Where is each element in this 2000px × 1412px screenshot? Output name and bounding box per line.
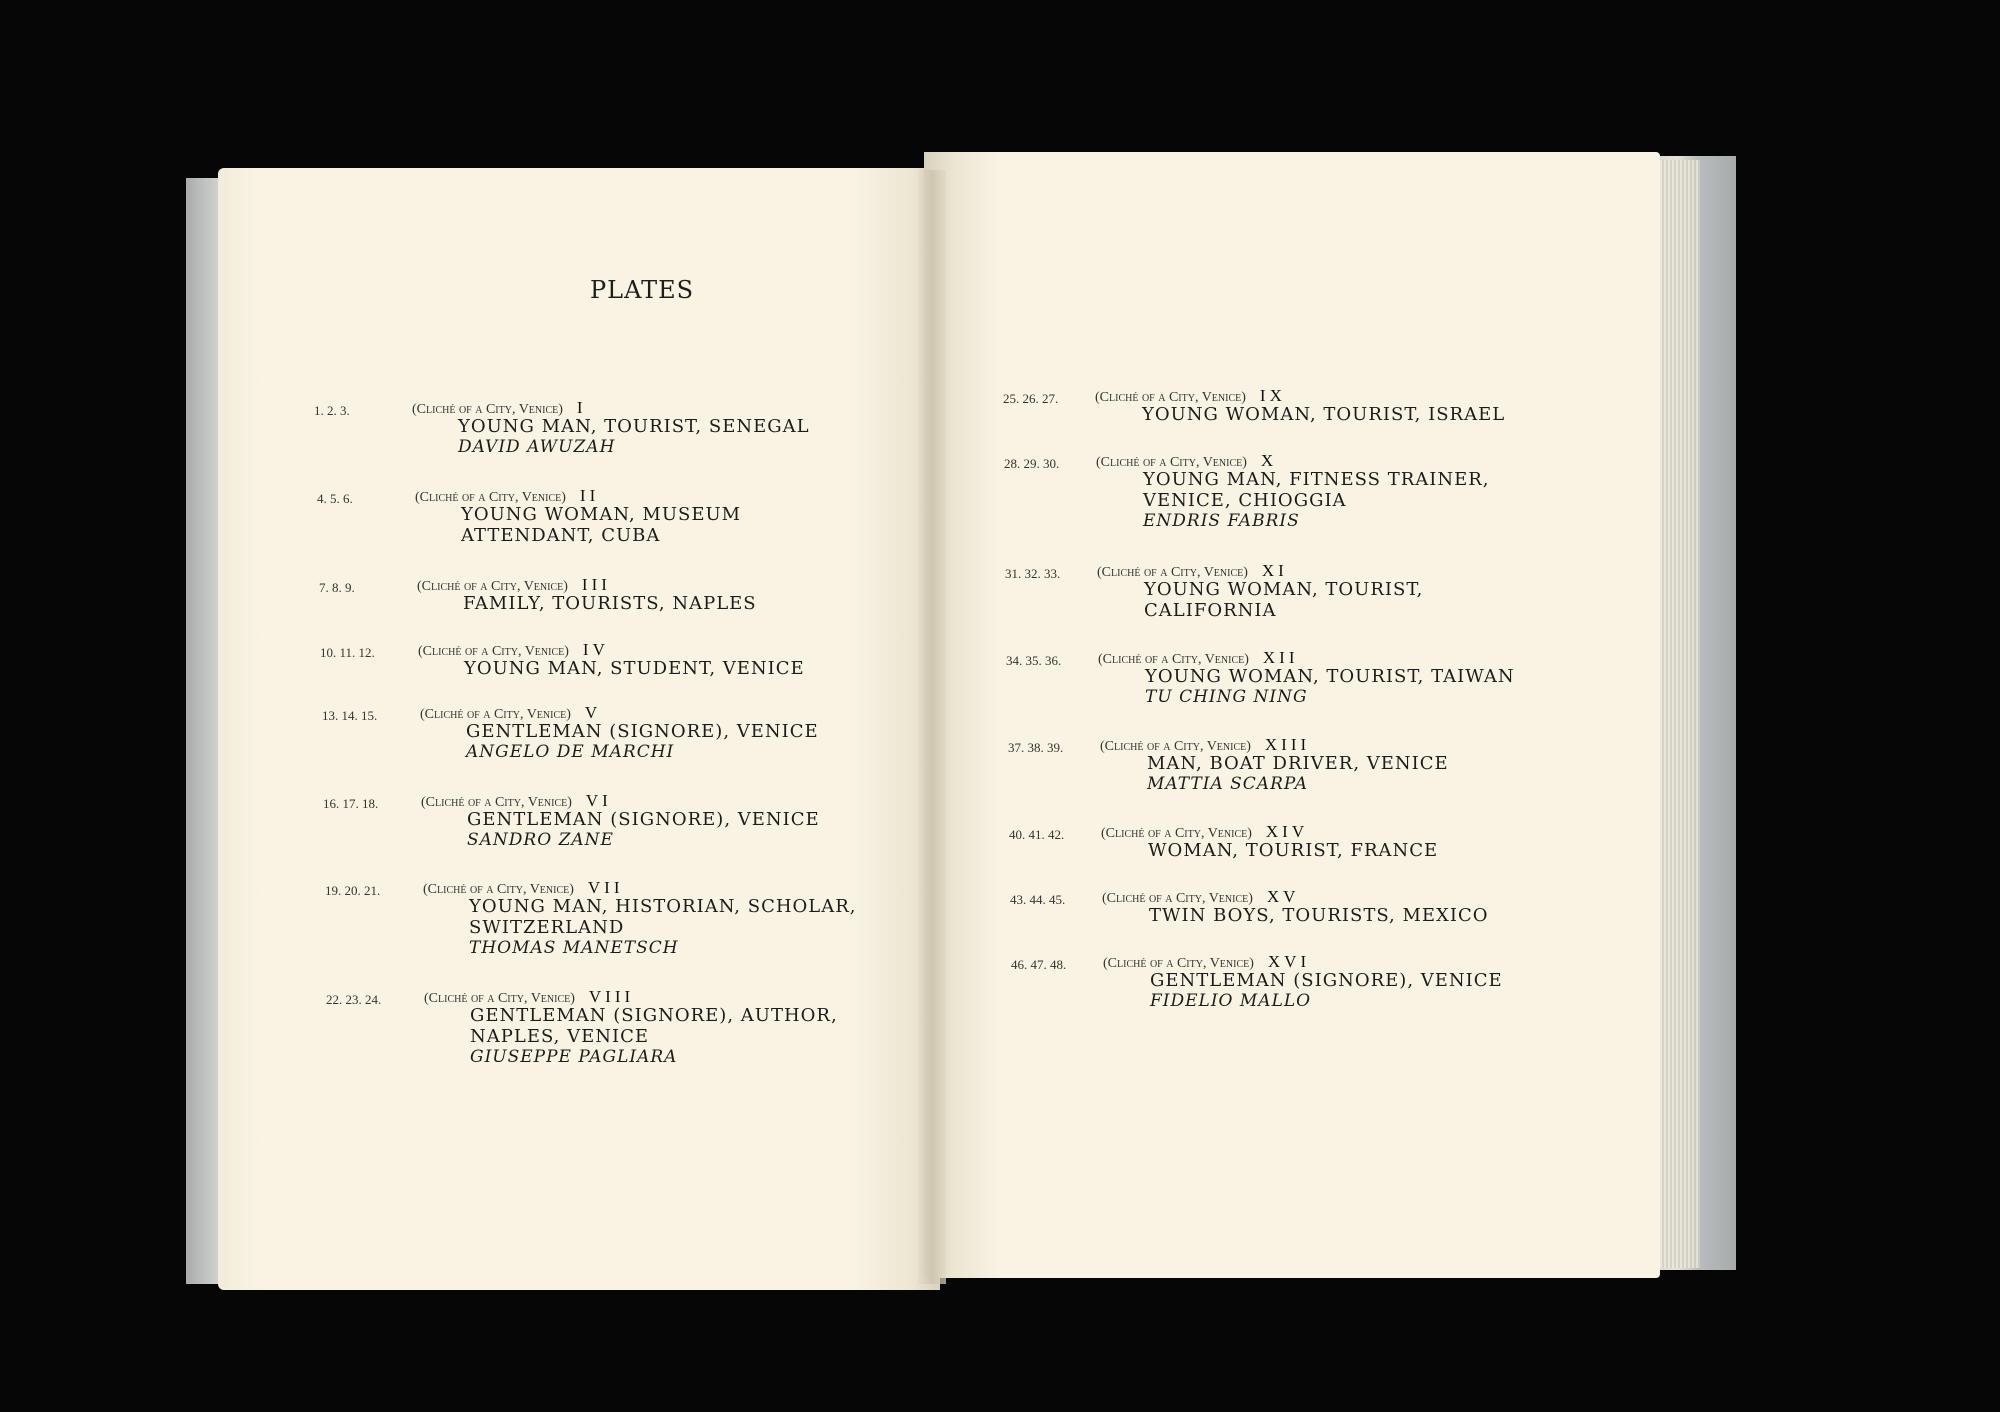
cliche-label: (Cliché of a City, Venice) bbox=[423, 882, 574, 897]
cliche-label: (Cliché of a City, Venice) bbox=[1095, 390, 1246, 405]
plate-numbers: 16. 17. 18. bbox=[323, 796, 379, 811]
roman-numeral: VII bbox=[587, 878, 624, 897]
plate-numbers: 37. 38. 39. bbox=[1008, 740, 1064, 755]
plate-person: ENDRIS FABRIS bbox=[1143, 511, 1300, 531]
plate-description: YOUNG WOMAN, TOURIST, ISRAEL bbox=[1142, 404, 1506, 425]
plate-person: MATTIA SCARPA bbox=[1147, 774, 1309, 794]
plate-description: YOUNG WOMAN, TOURIST, bbox=[1144, 579, 1424, 600]
cliche-label: (Cliché of a City, Venice) bbox=[420, 707, 571, 722]
plate-person: DAVID AWUZAH bbox=[458, 437, 616, 457]
cliche-label: (Cliché of a City, Venice) bbox=[412, 402, 563, 417]
plate-numbers: 1. 2. 3. bbox=[314, 403, 350, 418]
plate-numbers: 28. 29. 30. bbox=[1004, 456, 1060, 471]
roman-numeral: I bbox=[576, 398, 587, 417]
cliche-label: (Cliché of a City, Venice) bbox=[1100, 739, 1251, 754]
plate-description: YOUNG MAN, HISTORIAN, SCHOLAR, bbox=[469, 896, 857, 917]
right-page bbox=[924, 152, 1660, 1278]
plate-description: WOMAN, TOURIST, FRANCE bbox=[1148, 840, 1439, 861]
plate-description: YOUNG WOMAN, TOURIST, TAIWAN bbox=[1145, 666, 1515, 687]
roman-numeral: II bbox=[579, 486, 600, 505]
cliche-label: (Cliché of a City, Venice) bbox=[1097, 565, 1248, 580]
plate-description: VENICE, CHIOGGIA bbox=[1143, 490, 1347, 511]
plate-numbers: 46. 47. 48. bbox=[1011, 957, 1067, 972]
roman-numeral: XVI bbox=[1267, 952, 1311, 971]
roman-numeral: VIII bbox=[588, 987, 635, 1006]
plate-numbers: 31. 32. 33. bbox=[1005, 566, 1061, 581]
plate-description: GENTLEMAN (SIGNORE), VENICE bbox=[466, 721, 819, 742]
page-heading: PLATES bbox=[590, 276, 695, 304]
roman-numeral: IX bbox=[1259, 386, 1286, 405]
plate-numbers: 19. 20. 21. bbox=[325, 883, 381, 898]
cliche-label: (Cliché of a City, Venice) bbox=[1103, 956, 1254, 971]
cliche-label: (Cliché of a City, Venice) bbox=[418, 644, 569, 659]
plate-person: FIDELIO MALLO bbox=[1150, 991, 1312, 1011]
plate-description: FAMILY, TOURISTS, NAPLES bbox=[463, 593, 757, 614]
plate-description: NAPLES, VENICE bbox=[470, 1026, 649, 1047]
cliche-label: (Cliché of a City, Venice) bbox=[421, 795, 572, 810]
plate-numbers: 43. 44. 45. bbox=[1010, 892, 1066, 907]
cliche-label: (Cliché of a City, Venice) bbox=[415, 490, 566, 505]
roman-numeral: XI bbox=[1261, 561, 1288, 580]
roman-numeral: III bbox=[581, 575, 611, 594]
plate-numbers: 22. 23. 24. bbox=[326, 992, 382, 1007]
plate-person: TU CHING NING bbox=[1145, 687, 1308, 707]
plate-numbers: 10. 11. 12. bbox=[320, 645, 375, 660]
plate-person: SANDRO ZANE bbox=[467, 830, 614, 850]
cliche-label: (Cliché of a City, Venice) bbox=[1101, 826, 1252, 841]
plate-person: GIUSEPPE PAGLIARA bbox=[470, 1047, 678, 1067]
plate-numbers: 7. 8. 9. bbox=[319, 580, 355, 595]
plate-description: CALIFORNIA bbox=[1144, 600, 1277, 621]
plate-numbers: 13. 14. 15. bbox=[322, 708, 378, 723]
cliche-label: (Cliché of a City, Venice) bbox=[1102, 891, 1253, 906]
plate-description: ATTENDANT, CUBA bbox=[461, 525, 661, 546]
plate-description: GENTLEMAN (SIGNORE), VENICE bbox=[467, 809, 820, 830]
plate-description: TWIN BOYS, TOURISTS, MEXICO bbox=[1149, 905, 1489, 926]
plate-description: MAN, BOAT DRIVER, VENICE bbox=[1147, 753, 1449, 774]
plate-description: GENTLEMAN (SIGNORE), VENICE bbox=[1150, 970, 1503, 991]
roman-numeral: IV bbox=[582, 640, 609, 659]
roman-numeral: XIV bbox=[1265, 822, 1309, 841]
plate-description: YOUNG MAN, FITNESS TRAINER, bbox=[1143, 469, 1490, 490]
roman-numeral: XII bbox=[1262, 648, 1299, 667]
roman-numeral: V bbox=[584, 703, 602, 722]
plate-description: YOUNG MAN, STUDENT, VENICE bbox=[464, 658, 805, 679]
roman-numeral: VI bbox=[585, 791, 612, 810]
cliche-label: (Cliché of a City, Venice) bbox=[1098, 652, 1249, 667]
plate-person: ANGELO DE MARCHI bbox=[466, 742, 675, 762]
plate-person: THOMAS MANETSCH bbox=[469, 938, 679, 958]
plate-numbers: 34. 35. 36. bbox=[1006, 653, 1062, 668]
plate-description: SWITZERLAND bbox=[469, 917, 625, 938]
cliche-label: (Cliché of a City, Venice) bbox=[424, 991, 575, 1006]
plate-description: YOUNG WOMAN, MUSEUM bbox=[461, 504, 742, 525]
cliche-label: (Cliché of a City, Venice) bbox=[417, 579, 568, 594]
plate-numbers: 25. 26. 27. bbox=[1003, 391, 1059, 406]
plate-numbers: 40. 41. 42. bbox=[1009, 827, 1065, 842]
roman-numeral: XV bbox=[1266, 887, 1300, 906]
roman-numeral: X bbox=[1260, 451, 1278, 470]
roman-numeral: XIII bbox=[1264, 735, 1311, 754]
book-gutter bbox=[918, 170, 946, 1284]
cliche-label: (Cliché of a City, Venice) bbox=[1096, 455, 1247, 470]
plate-numbers: 4. 5. 6. bbox=[317, 491, 353, 506]
plate-description: GENTLEMAN (SIGNORE), AUTHOR, bbox=[470, 1005, 838, 1026]
plate-description: YOUNG MAN, TOURIST, SENEGAL bbox=[458, 416, 810, 437]
